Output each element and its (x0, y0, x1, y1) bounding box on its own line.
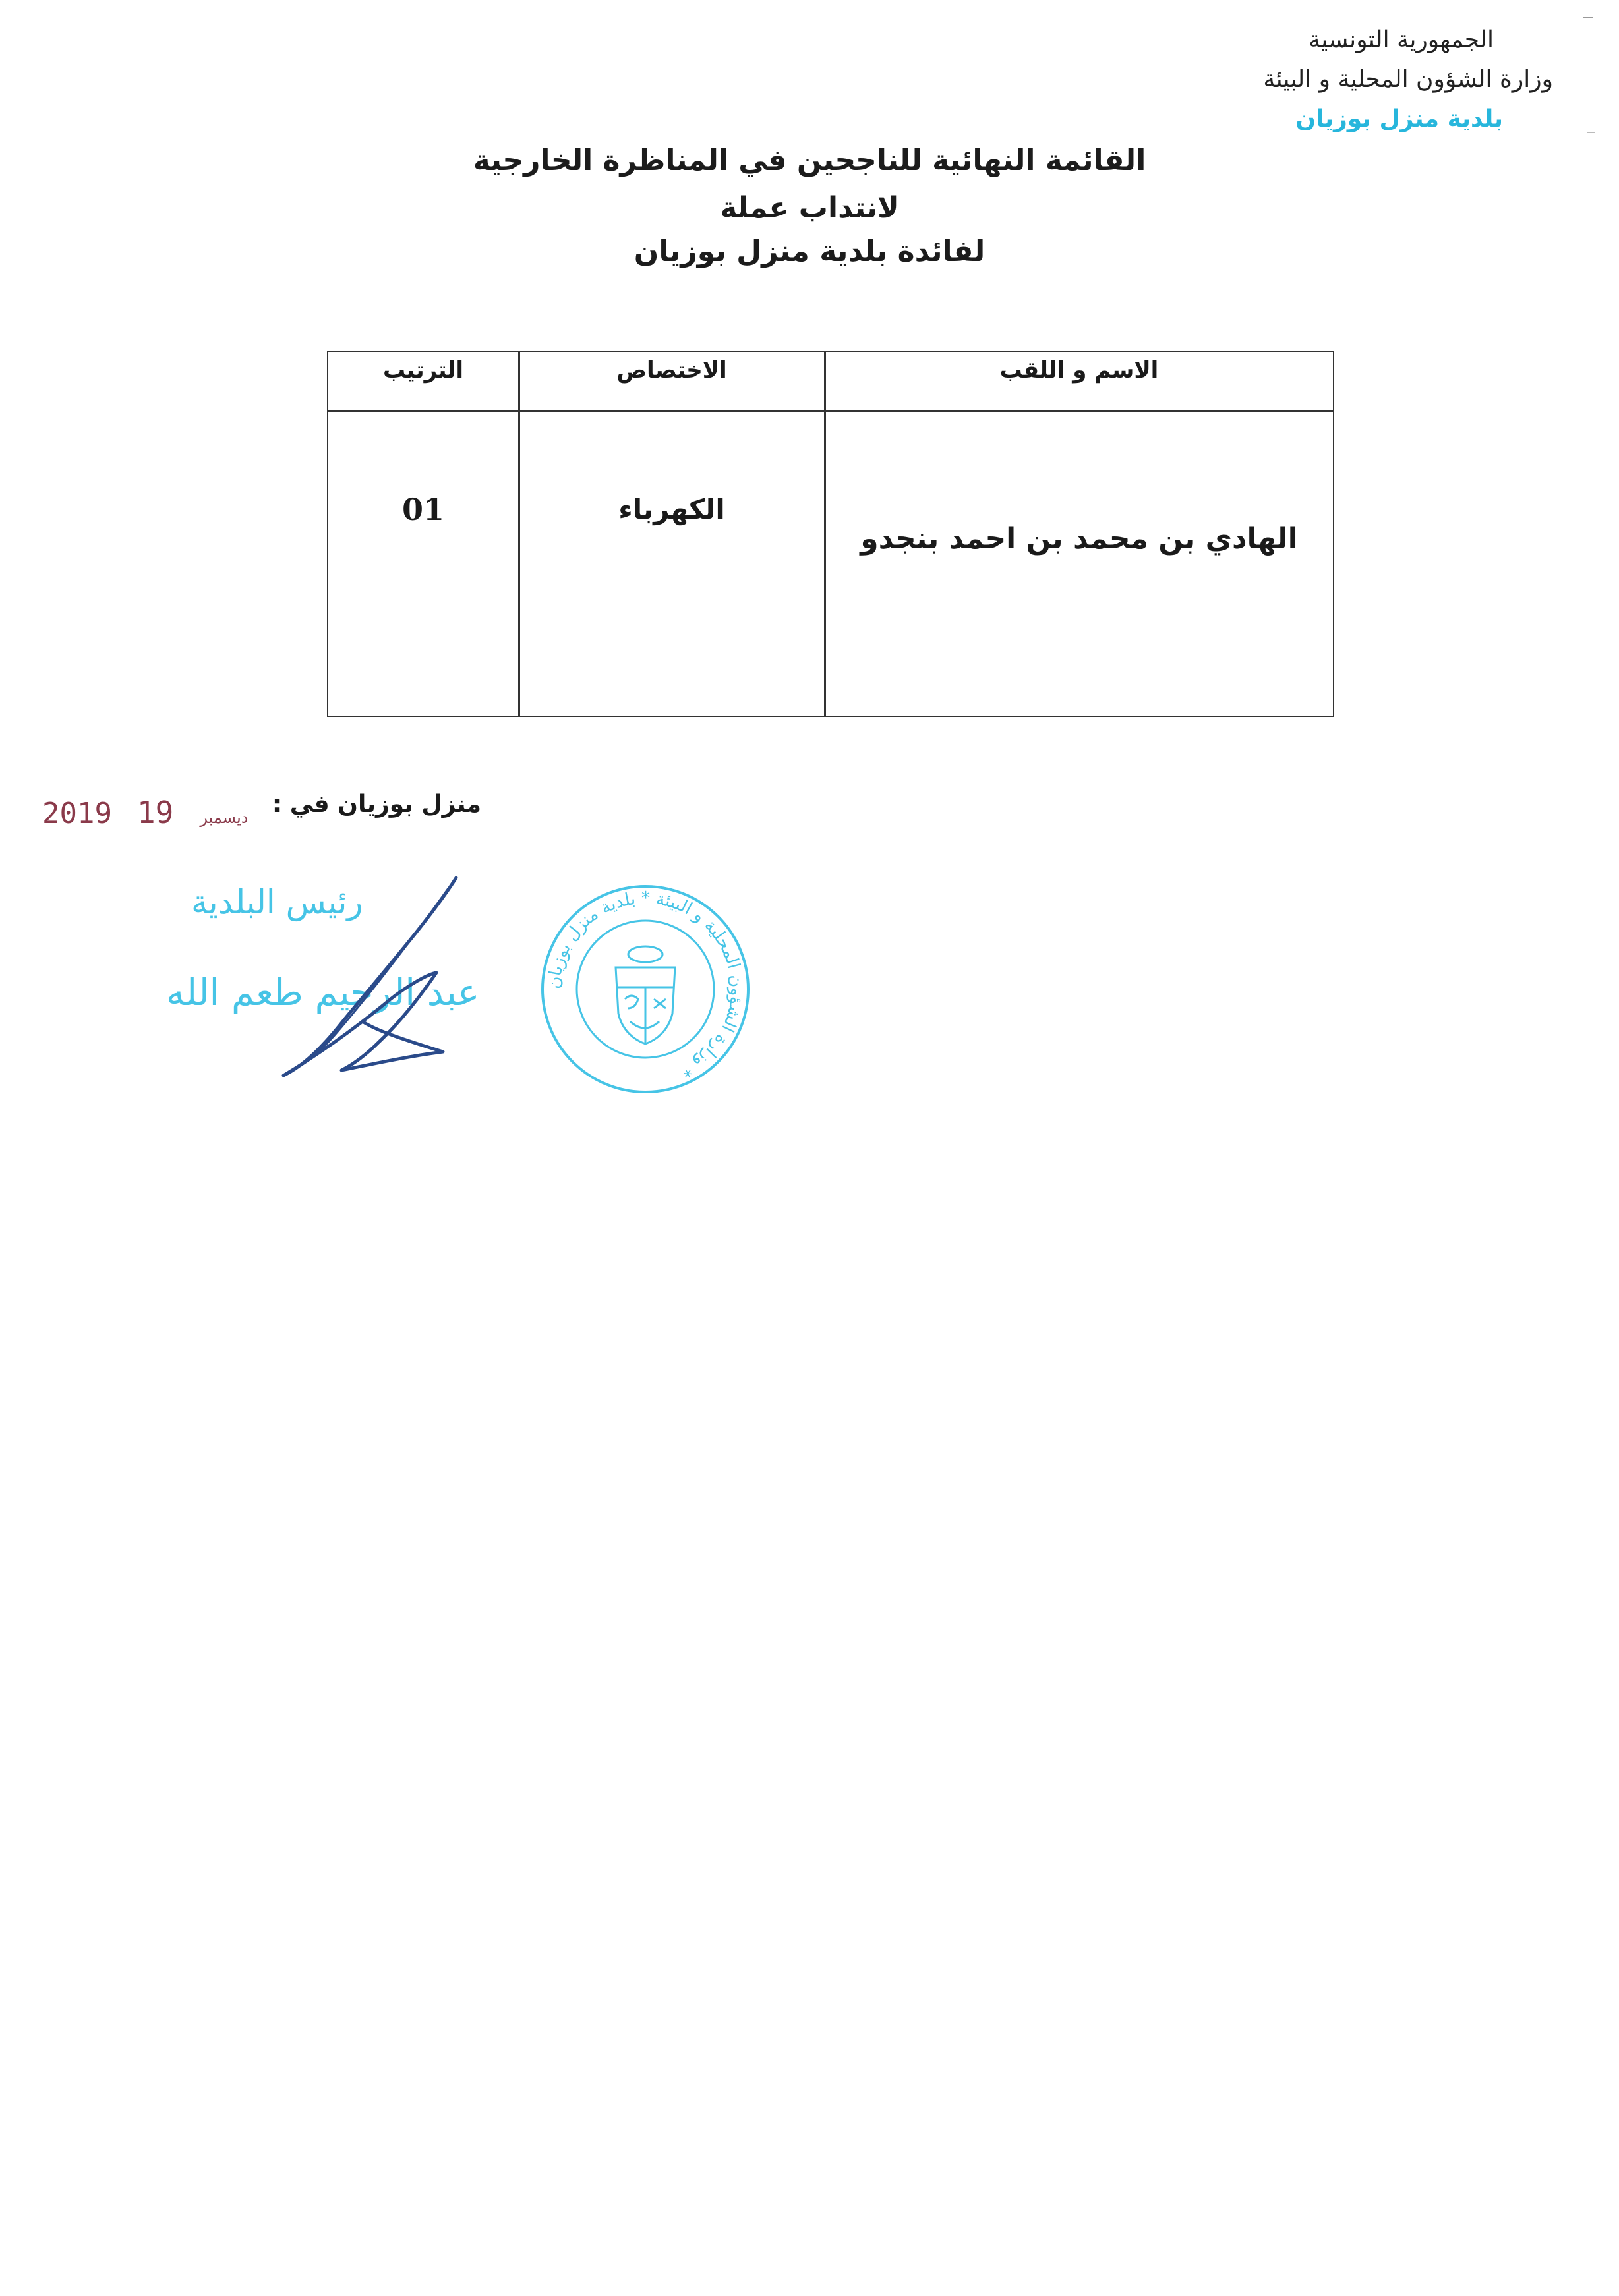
svg-text:وزارة الشؤون المحلية و البيئة (545, 888, 747, 1081)
header-rank: الترتيب (382, 357, 464, 384)
document-subtitle: لانتداب عملة (720, 191, 899, 225)
signatory-title: رئيس البلدية (191, 883, 363, 921)
signatory-name: عبد الرحيم طعم الله (166, 971, 480, 1014)
date-month: ديسمبر (200, 809, 249, 827)
date-day: 19 (136, 795, 174, 830)
scan-mark (1587, 132, 1595, 133)
handwritten-signature (264, 869, 481, 1086)
cell-name: الهادي بن محمد بن احمد بنجدو (860, 522, 1298, 556)
date-stamp (42, 795, 249, 830)
table-divider (518, 352, 520, 716)
date-year: 2019 (42, 797, 112, 830)
scan-mark (1583, 17, 1593, 18)
header-name: الاسم و اللقب (999, 357, 1159, 384)
official-stamp (538, 882, 753, 1097)
header-specialty: الاختصاص (616, 357, 727, 384)
municipality-name: بلدية منزل بوزيان (1295, 105, 1503, 132)
coat-of-arms-icon (616, 946, 675, 1044)
table-header-divider (328, 410, 1333, 412)
cell-rank: 01 (401, 492, 444, 527)
cell-specialty: الكهرباء (618, 493, 725, 525)
stamp-text: وزارة الشؤون المحلية و البيئة * بلدية منزل بوزيان * (544, 888, 747, 1081)
document-beneficiary: لفائدة بلدية منزل بوزيان (633, 235, 986, 268)
ministry-name: وزارة الشؤون المحلية و البيئة (1263, 66, 1553, 93)
document-title: القائمة النهائية للناجحين في المناظرة الخارجية (473, 144, 1146, 177)
place-label: منزل بوزيان في : (272, 791, 481, 818)
results-table (327, 351, 1334, 717)
country-name: الجمهورية التونسية (1308, 26, 1494, 53)
